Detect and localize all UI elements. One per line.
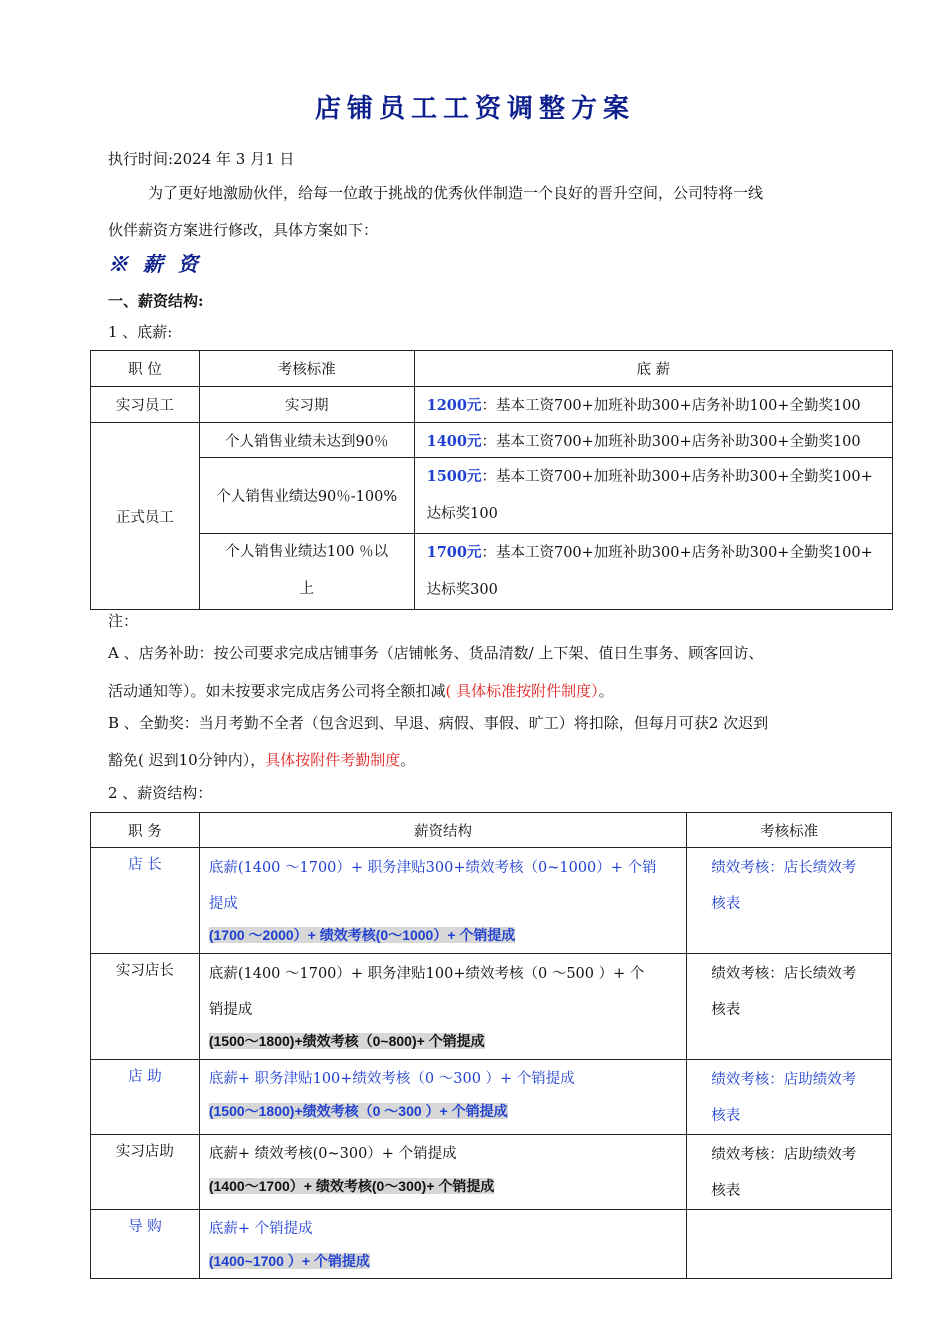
salary-detail-cont: 达标奖100 [426, 506, 498, 522]
salary-amount: 1200元 [426, 397, 482, 414]
structure-text: 底薪(1400 ～1700）+ 职务津贴300+绩效考核（0~1000）+ 个销 [208, 860, 657, 876]
subheading-base-salary: 1 、底薪: [108, 323, 173, 341]
intro-paragraph-line-1: 为了更好地激励伙伴，给每一位敢于挑战的优秀伙伴制造一个良好的晋升空间，公司特将一线 [148, 184, 764, 202]
table-header-row [91, 351, 893, 387]
note-text: 。 [598, 682, 614, 700]
note-b-line-2 [108, 749, 415, 770]
criteria-text: 个人销售业绩达100 ％以 [225, 544, 389, 560]
structure-store-assistant [199, 1060, 686, 1135]
salary-detail: ：基本工资700+加班补助300+店务补助300+全勤奖100 [481, 433, 861, 450]
table-row [91, 387, 893, 423]
role-shopping-guide: 导 购 [91, 1210, 200, 1279]
intro-paragraph-line-2: 伙伴薪资方案进行修改，具体方案如下： [108, 221, 379, 239]
execution-date: 执行时间:2024 年 3 月1 日 [108, 150, 295, 168]
table-row [91, 848, 892, 954]
structure-text: 底薪+ 个销提成 [208, 1221, 313, 1237]
criteria-90-100: 个人销售业绩达90％-100% [199, 458, 414, 534]
structure-store-manager [199, 848, 686, 954]
header-role: 职 务 [91, 813, 200, 848]
table-row [91, 423, 893, 458]
structure-intern-store-assistant [199, 1135, 686, 1210]
salary-detail-cont: 达标奖300 [426, 582, 498, 598]
criteria-text: 绩效考核：店助绩效考 [711, 1072, 857, 1088]
highlighted-range: (1500～1800)+绩效考核（0 ～300 ）+ 个销提成 [208, 1103, 508, 1119]
salary-amount: 1500元 [426, 468, 482, 485]
salary-intern [414, 387, 892, 423]
role-intern-store-manager: 实习店长 [91, 954, 200, 1060]
structure-text: 底薪(1400 ～1700）+ 职务津贴100+绩效考核（0 ～500 ）+ 个 [208, 966, 645, 982]
criteria-text-cont: 核表 [711, 1002, 741, 1018]
position-salary-table [90, 812, 892, 1279]
table-row [91, 458, 893, 534]
note-a-line-1: A 、店务补助：按公司要求完成店铺事务（店铺帐务、货品清数/ 上下架、值日生事务、顾客回访、 [108, 644, 764, 662]
section-title-salary: ※ 薪 资 [108, 252, 202, 276]
criteria-above-100 [199, 534, 414, 610]
salary-amount: 1400元 [426, 432, 482, 450]
structure-text-cont: 提成 [208, 896, 238, 912]
structure-text-cont: 销提成 [208, 1002, 253, 1018]
heading-salary-structure: 一、薪资结构: [108, 292, 204, 310]
salary-amount: 1700元 [426, 544, 482, 561]
highlighted-range: (1500～1800)+绩效考核（0~800)+ 个销提成 [208, 1033, 485, 1049]
table-row [91, 1135, 892, 1210]
table-row [91, 1210, 892, 1279]
table-row [91, 534, 893, 610]
table-header-row [91, 813, 892, 848]
salary-90-100 [414, 458, 892, 534]
structure-shopping-guide [199, 1210, 686, 1279]
criteria-below-90: 个人销售业绩未达到90％ [199, 423, 414, 458]
criteria-intern: 实习期 [199, 387, 414, 423]
table-row [91, 954, 892, 1060]
subheading-salary-structure: 2 、薪资结构： [108, 784, 213, 802]
role-intern-store-assistant: 实习店助 [91, 1135, 200, 1210]
note-text: 。 [400, 751, 416, 769]
header-position: 职 位 [91, 351, 200, 387]
note-text: 豁免( 迟到10分钟内）， [108, 751, 266, 769]
criteria-intern-store-assistant [687, 1135, 892, 1210]
role-store-assistant: 店 助 [91, 1060, 200, 1135]
header-base-salary: 底 薪 [414, 351, 892, 387]
header-structure: 薪资结构 [199, 813, 686, 848]
document-title: 店铺员工工资调整方案 [314, 94, 635, 124]
header-criteria: 考核标准 [199, 351, 414, 387]
salary-detail: ：基本工资700+加班补助300+店务补助300+全勤奖100+ [481, 469, 873, 485]
salary-detail: ：基本工资700+加班补助300+店务补助300+全勤奖100+ [481, 545, 873, 561]
note-label: 注： [108, 612, 139, 630]
criteria-text-cont: 上 [299, 581, 314, 597]
note-a-line-2 [108, 680, 614, 701]
criteria-store-assistant [687, 1060, 892, 1135]
highlighted-range: (1700 ～2000）+ 绩效考核(0～1000）+ 个销提成 [208, 927, 516, 943]
structure-text: 底薪+ 职务津贴100+绩效考核（0 ～300 ）+ 个销提成 [208, 1071, 575, 1087]
criteria-text-cont: 核表 [711, 1108, 741, 1124]
note-text: 活动通知等）。如未按要求完成店务公司将全额扣减 [108, 682, 446, 700]
note-red-text: ( 具体标准按附件制度） [445, 682, 599, 700]
structure-intern-store-manager [199, 954, 686, 1060]
criteria-text: 绩效考核：店长绩效考 [711, 966, 857, 982]
criteria-text: 绩效考核：店长绩效考 [711, 860, 857, 876]
table-row [91, 1060, 892, 1135]
criteria-text-cont: 核表 [711, 896, 741, 912]
header-criteria: 考核标准 [687, 813, 892, 848]
note-red-text: 具体按附件考勤制度 [265, 751, 401, 769]
salary-below-90 [414, 423, 892, 458]
criteria-shopping-guide [687, 1210, 892, 1279]
role-store-manager: 店 长 [91, 848, 200, 954]
criteria-store-manager [687, 848, 892, 954]
salary-above-100 [414, 534, 892, 610]
salary-detail: ：基本工资700+加班补助300+店务补助100+全勤奖100 [481, 398, 861, 414]
criteria-text-cont: 核表 [711, 1183, 741, 1199]
role-intern: 实习员工 [91, 387, 200, 423]
highlighted-range: (1400～1700）+ 绩效考核(0～300)+ 个销提成 [208, 1178, 495, 1194]
base-salary-table [90, 350, 893, 610]
criteria-text: 绩效考核：店助绩效考 [711, 1147, 857, 1163]
note-b-line-1: B 、全勤奖：当月考勤不全者（包含迟到、早退、病假、事假、旷工）将扣除，但每月可获2 次迟到 [108, 714, 769, 732]
highlighted-range: (1400~1700 ）+ 个销提成 [208, 1253, 370, 1269]
role-formal: 正式员工 [91, 423, 200, 610]
structure-text: 底薪+ 绩效考核(0~300）+ 个销提成 [208, 1146, 457, 1162]
criteria-intern-store-manager [687, 954, 892, 1060]
